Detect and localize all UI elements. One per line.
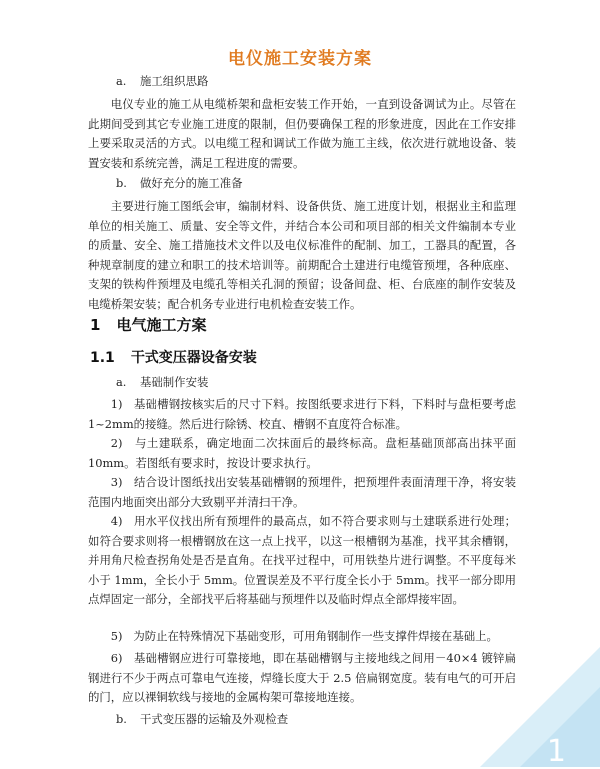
subsection-b-text: 干式变压器的运输及外观检查 bbox=[140, 712, 289, 726]
list-item-text: 基础槽钢按核实后的尺寸下料。按图纸要求进行下料，下料时与盘柜要考虑1~2mm的接缝。然后进行除锈、校直、槽钢不直度符合标准。 bbox=[88, 397, 516, 431]
list-item-text: 为防止在特殊情况下基础变形，可用角钢制作一些支撑件焊接在基础上。 bbox=[133, 629, 498, 643]
paragraph-preparation: 主要进行施工图纸会审，编制材料、设备供货、施工进度计划，根据业主和监理单位的相关施工、质量、安全等文件，并结合本公司和项目部的相关文件编制本专业的质量、安全、施工措施技术文件以及电仪标准件的配制、加工，工器具的配置，各种规章制度的建立和职工的技术培训等。前期配合土建进行电缆管预埋，各种底座、支架的铁构件预埋及电缆孔等相关孔洞的预留；设备间盘、柜、台底座的制作安装及电缆桥架安装；配合机务专业进行电机检查安装工作。 bbox=[88, 199, 516, 311]
list-item-number: 3) bbox=[110, 475, 123, 489]
section-b-text: 做好充分的施工准备 bbox=[140, 176, 243, 190]
list-item-text: 结合设计图纸找出安装基础槽钢的预埋件，把预埋件表面清理干净，将安装范围内地面突出部分大致剔平并清扫干净。 bbox=[88, 475, 516, 509]
section-b-label: b. bbox=[116, 176, 127, 190]
paragraph-construction-approach: 电仪专业的施工从电缆桥架和盘柜安装工作开始，一直到设备调试为止。尽管在此期间受到其它专业施工进度的限制，但仍要确保工程的形象进度，因此在工作安排上要采取灵活的方式。以电缆工程和调试工作做为施工主线，依次进行就地设备、装置安装和系统完善，满足工程进度的需要。 bbox=[88, 97, 516, 170]
list-item-4 bbox=[88, 512, 516, 610]
list-item-text: 用水平仪找出所有预埋件的最高点，如不符合要求则与土建联系进行处理；如符合要求则将一根槽钢放在这一点上找平，以这一根槽钢为基准，找平其余槽钢，并用角尺检查拐角处是否是直角。在找平过程中，可用铁垫片进行调整。不平度每米小于 1mm，全长小于 5mm。位置误差及不平行度全长小于 5mm。找平一部分即用点焊固定一部分，全部找平后将基础与预埋件以及临时焊点全部焊接牢固。 bbox=[88, 514, 516, 607]
section-b-heading bbox=[116, 174, 243, 194]
page-corner-decoration bbox=[480, 647, 600, 767]
heading-1-1 bbox=[90, 347, 257, 367]
list-item-2 bbox=[88, 434, 516, 473]
list-item-1 bbox=[88, 395, 516, 434]
list-item-3 bbox=[88, 473, 516, 512]
heading-1-1-text: 干式变压器设备安装 bbox=[130, 350, 257, 366]
list-item-text: 与土建联系，确定地面二次抹面后的最终标高。盘柜基础顶部高出抹平面10mm。若图纸有要求时，按设计要求执行。 bbox=[88, 436, 516, 470]
subsection-b-heading bbox=[116, 710, 288, 730]
page-number: 1 bbox=[546, 734, 566, 769]
list-item-number: 2) bbox=[110, 436, 123, 450]
list-item-6 bbox=[88, 649, 516, 708]
list-item-5 bbox=[88, 627, 516, 647]
list-item-number: 6) bbox=[110, 651, 123, 665]
heading-1-number: 1 bbox=[90, 316, 101, 334]
subsection-a-heading bbox=[116, 373, 208, 393]
heading-1-text: 电气施工方案 bbox=[116, 316, 207, 334]
section-a-label: a. bbox=[116, 74, 127, 88]
subsection-b-label: b. bbox=[116, 712, 127, 726]
list-item-number: 5) bbox=[110, 629, 123, 643]
document-title: 电仪施工安装方案 bbox=[228, 49, 372, 69]
heading-1-1-number: 1.1 bbox=[90, 350, 115, 366]
list-item-text: 基础槽钢应进行可靠接地，即在基础槽钢与主接地线之间用－40×4 镀锌扁钢进行不少于两点可靠电气连接，焊缝长度大于 2.5 倍扁钢宽度。装有电气的可开启的门，应以裸铜软线与接地的金属构架可靠接地连接。 bbox=[88, 651, 516, 705]
list-item-number: 1) bbox=[110, 397, 123, 411]
subsection-a-label: a. bbox=[116, 375, 127, 389]
section-a-text: 施工组织思路 bbox=[140, 74, 209, 88]
heading-1 bbox=[90, 314, 206, 335]
list-item-number: 4) bbox=[110, 514, 123, 528]
subsection-a-text: 基础制作安装 bbox=[140, 375, 209, 389]
section-a-heading bbox=[116, 72, 208, 92]
